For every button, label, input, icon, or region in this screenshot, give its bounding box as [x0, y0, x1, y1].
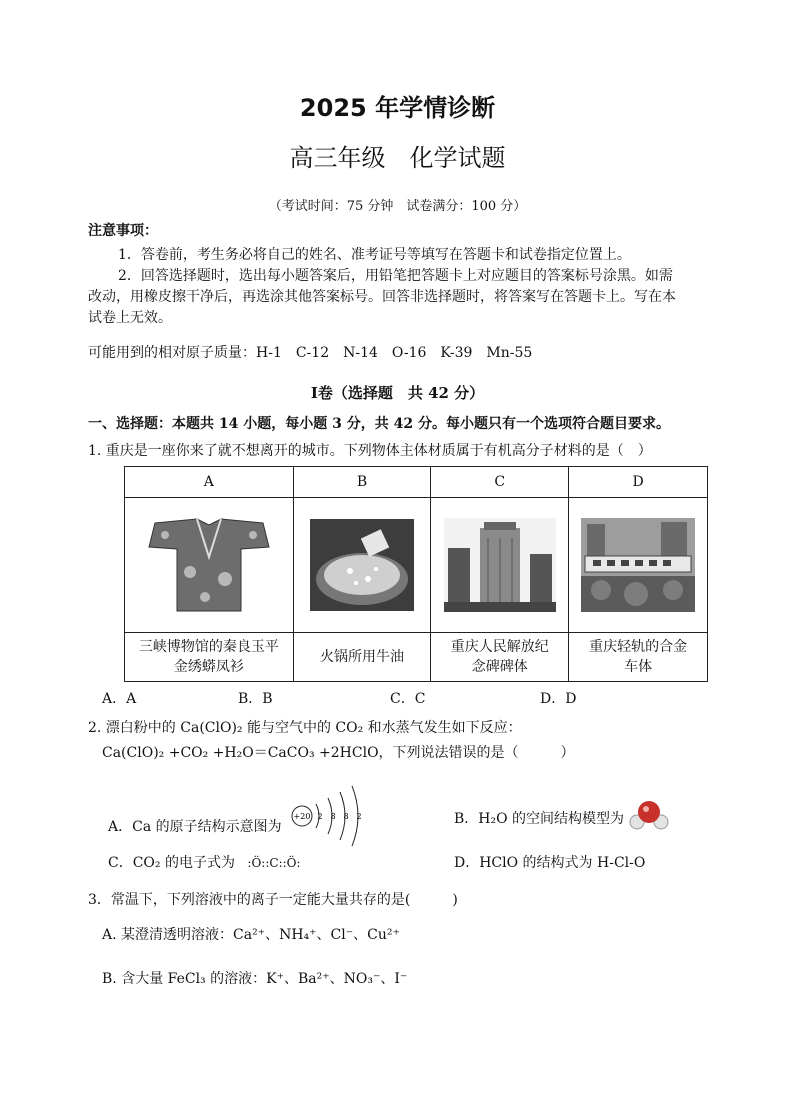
q2-option-d[interactable]: D．HClO 的结构式为 H-Cl-O — [454, 855, 646, 871]
co2-electron-formula: :Ö::C::Ö: — [247, 856, 301, 870]
q1-answer-c[interactable]: C．C — [390, 691, 426, 707]
monorail-image — [581, 518, 695, 612]
shell-3-count: 8 — [343, 812, 349, 821]
q2-option-c[interactable] — [108, 852, 301, 872]
q2-option-b[interactable] — [454, 806, 669, 832]
atomic-masses: 可能用到的相对原子质量：H-1 C-12 N-14 O-16 K-39 Mn-55 — [88, 345, 533, 361]
notes-item-2-end: 试卷上无效。 — [88, 310, 172, 326]
q3-option-b[interactable]: B. 含大量 FeCl₃ 的溶液：K⁺、Ba²⁺、NO₃⁻、I⁻ — [102, 971, 408, 987]
exam-info: （考试时间：75 分钟 试卷满分：100 分） — [268, 199, 527, 214]
exam-title: 2025 年学情诊断 — [299, 94, 496, 122]
shell-2-count: 8 — [330, 812, 336, 821]
caption-c-line2: 念碑碑体 — [471, 659, 528, 675]
caption-a-line1: 三峡博物馆的秦良玉平 — [138, 639, 279, 655]
section-title: Ⅰ卷（选择题 共 42 分） — [310, 384, 485, 402]
robe-image — [145, 517, 273, 613]
notes-heading: 注意事项： — [88, 223, 158, 239]
notes-item-2: 2．回答选择题时，选出每小题答案后，用铅笔把答题卡上对应题目的答案标号涂黑。如需 — [118, 268, 673, 284]
ca-atom-structure-diagram — [290, 784, 372, 848]
q1-options-table — [124, 466, 708, 682]
monument-image — [444, 518, 556, 612]
q2-option-a[interactable] — [108, 806, 372, 848]
q1-stem: 1. 重庆是一座你来了就不想离开的城市。下列物体主体材质属于有机高分子材料的是（ ） — [88, 443, 652, 459]
shell-1-count: 2 — [317, 812, 323, 821]
q2-option-c-text: C．CO₂ 的电子式为 — [108, 855, 235, 871]
caption-d-line1: 重庆轻轨的合金 — [589, 639, 688, 655]
hotpot-image — [310, 519, 414, 611]
caption-a-line2: 金绣蟒凤衫 — [173, 659, 244, 675]
notes-item-1: 1．答卷前，考生务必将自己的姓名、准考证号等填写在答题卡和试卷指定位置上。 — [118, 247, 631, 263]
q1-answer-a[interactable]: A．A — [102, 691, 137, 707]
nucleus-charge: +20 — [293, 812, 311, 821]
q3-option-a[interactable]: A. 某澄清透明溶液：Ca²⁺、NH₄⁺、Cl⁻、Cu²⁺ — [102, 927, 400, 943]
caption-b: 火锅所用牛油 — [320, 649, 405, 665]
q2-option-a-text: A．Ca 的原子结构示意图为 — [108, 819, 282, 835]
table-header-b: B — [293, 467, 431, 498]
q2-option-b-text: B．H₂O 的空间结构模型为 — [454, 811, 625, 827]
table-header-c: C — [431, 467, 569, 498]
q1-answer-b[interactable]: B．B — [238, 691, 273, 707]
shell-4-count: 2 — [356, 812, 362, 821]
water-molecule-model-image — [629, 798, 669, 832]
q3-stem: 3．常温下，下列溶液中的离子一定能大量共存的是( ) — [88, 892, 458, 908]
caption-c-line1: 重庆人民解放纪 — [450, 639, 549, 655]
q1-answer-d[interactable]: D．D — [540, 691, 577, 707]
q2-stem: 2. 漂白粉中的 Ca(ClO)₂ 能与空气中的 CO₂ 和水蒸气发生如下反应： — [88, 720, 522, 736]
table-header-d: D — [569, 467, 708, 498]
notes-item-2-cont: 改动，用橡皮擦干净后，再选涂其他答案标号。回答非选择题时，将答案写在答题卡上。写在本 — [88, 289, 676, 305]
caption-d-line2: 车体 — [624, 659, 653, 675]
table-header-a: A — [125, 467, 294, 498]
q2-equation: Ca(ClO)₂ +CO₂ +H₂O＝CaCO₃ +2HClO，下列说法错误的是（ ） — [102, 745, 575, 761]
exam-subtitle: 高三年级 化学试题 — [289, 144, 506, 172]
section-intro: 一、选择题：本题共 14 小题，每小题 3 分，共 42 分。每小题只有一个选项符合题目要求。 — [88, 416, 670, 432]
